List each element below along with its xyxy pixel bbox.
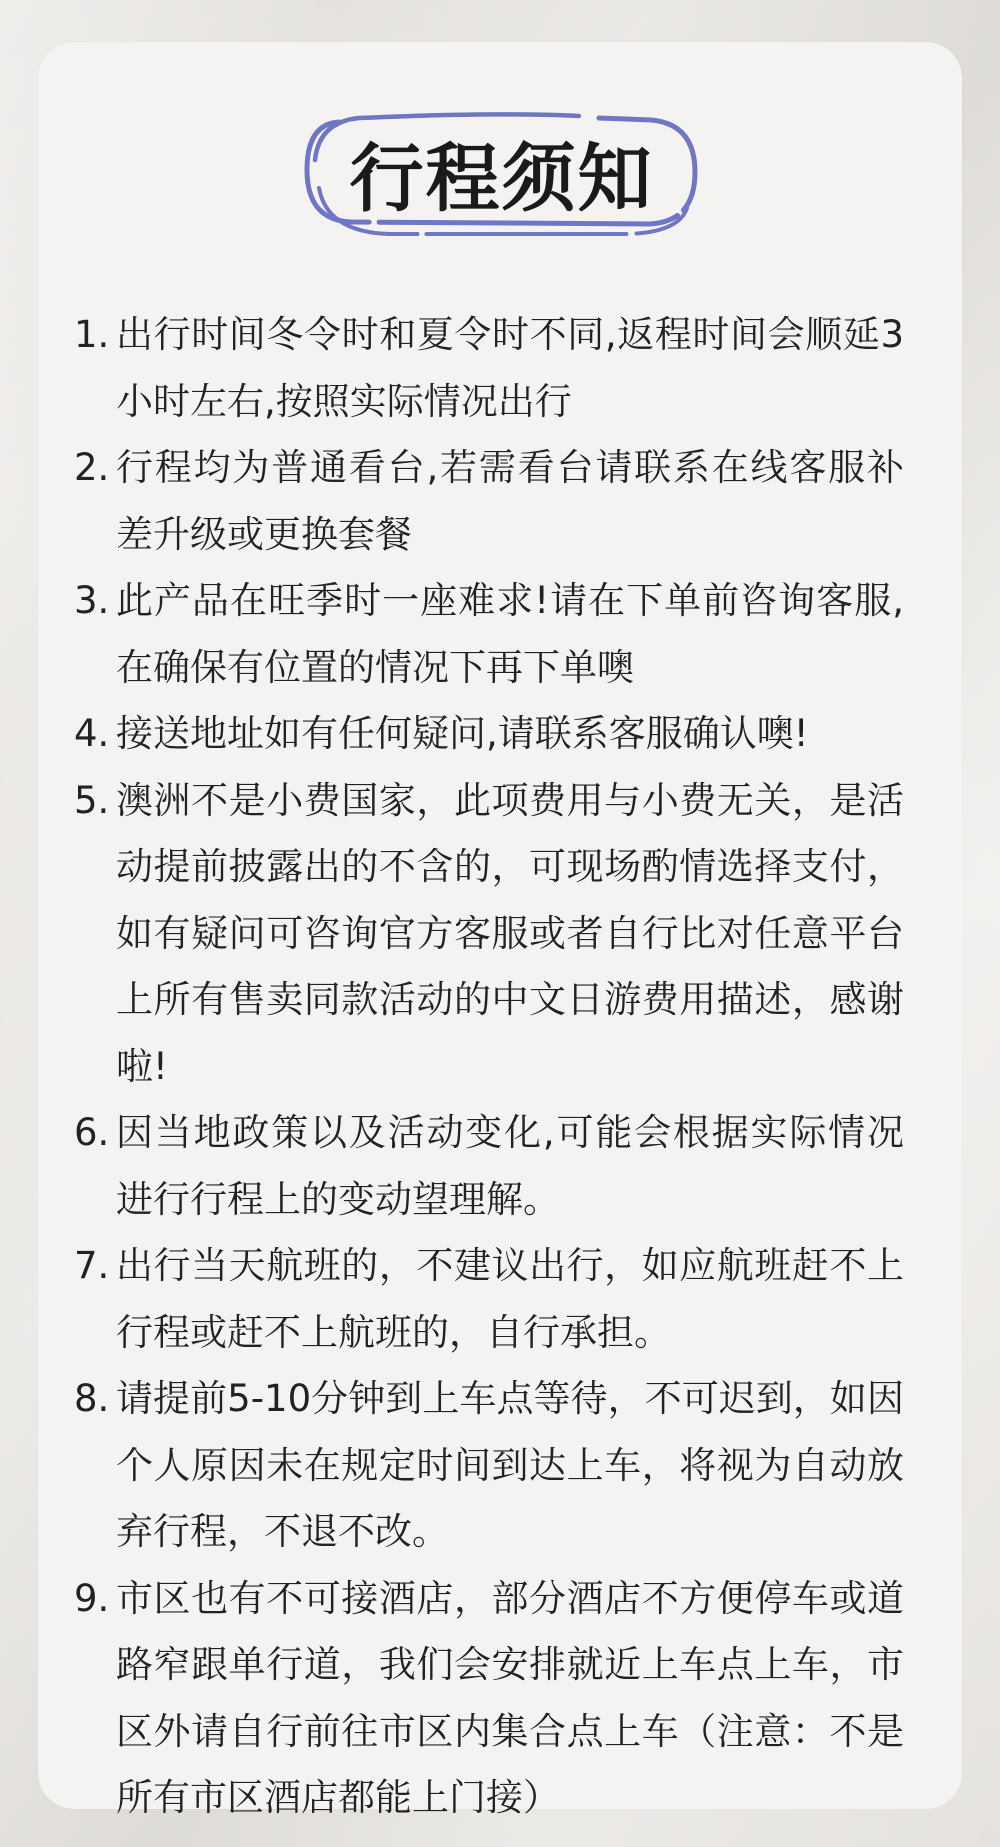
item-text: 出行时间冬令时和夏令时不同,返程时间会顺延3小时左右,按照实际情况出行 (116, 313, 904, 423)
notice-card (38, 42, 962, 1819)
item-number: 6. (74, 1111, 110, 1154)
list-item (74, 435, 904, 568)
item-text: 行程均为普通看台,若需看台请联系在线客服补差升级或更换套餐 (116, 446, 904, 556)
title-badge (299, 108, 704, 238)
list-item (74, 568, 904, 701)
notice-list (74, 302, 904, 1832)
list-item (74, 701, 904, 768)
item-number: 2. (74, 446, 110, 489)
list-item (74, 1566, 904, 1832)
list-item (74, 1100, 904, 1233)
list-item (74, 1233, 904, 1366)
item-number: 8. (74, 1377, 110, 1420)
item-number: 3. (74, 579, 110, 622)
item-text: 接送地址如有任何疑问,请联系客服确认噢! (116, 712, 809, 755)
item-number: 1. (74, 313, 110, 356)
item-text: 市区也有不可接酒店，部分酒店不方便停车或道路窄跟单行道，我们会安排就近上车点上车，市区外请自行前往市区内集合点上车（注意：不是所有市区酒店都能上门接） (116, 1576, 904, 1819)
item-text: 因当地政策以及活动变化,可能会根据实际情况进行行程上的变动望理解。 (116, 1111, 904, 1221)
item-number: 4. (74, 712, 110, 755)
item-text: 此产品在旺季时一座难求!请在下单前咨询客服,在确保有位置的情况下再下单噢 (116, 579, 904, 689)
list-item (74, 768, 904, 1101)
item-number: 7. (74, 1244, 110, 1287)
item-text: 澳洲不是小费国家，此项费用与小费无关，是活动提前披露出的不含的，可现场酌情选择支付，如有疑问可咨询官方客服或者自行比对任意平台上所有售卖同款活动的中文日游费用描述，感谢啦! (116, 778, 904, 1088)
item-text: 请提前5-10分钟到上车点等待，不可迟到，如因个人原因未在规定时间到达上车，将视为自动放弃行程，不退不改。 (116, 1377, 904, 1553)
item-text: 出行当天航班的，不建议出行，如应航班赶不上行程或赶不上航班的，自行承担。 (116, 1244, 904, 1354)
list-item (74, 1366, 904, 1566)
list-item (74, 302, 904, 435)
item-number: 9. (74, 1576, 110, 1620)
page-title: 行程须知 (349, 136, 654, 222)
item-number: 5. (74, 778, 110, 822)
